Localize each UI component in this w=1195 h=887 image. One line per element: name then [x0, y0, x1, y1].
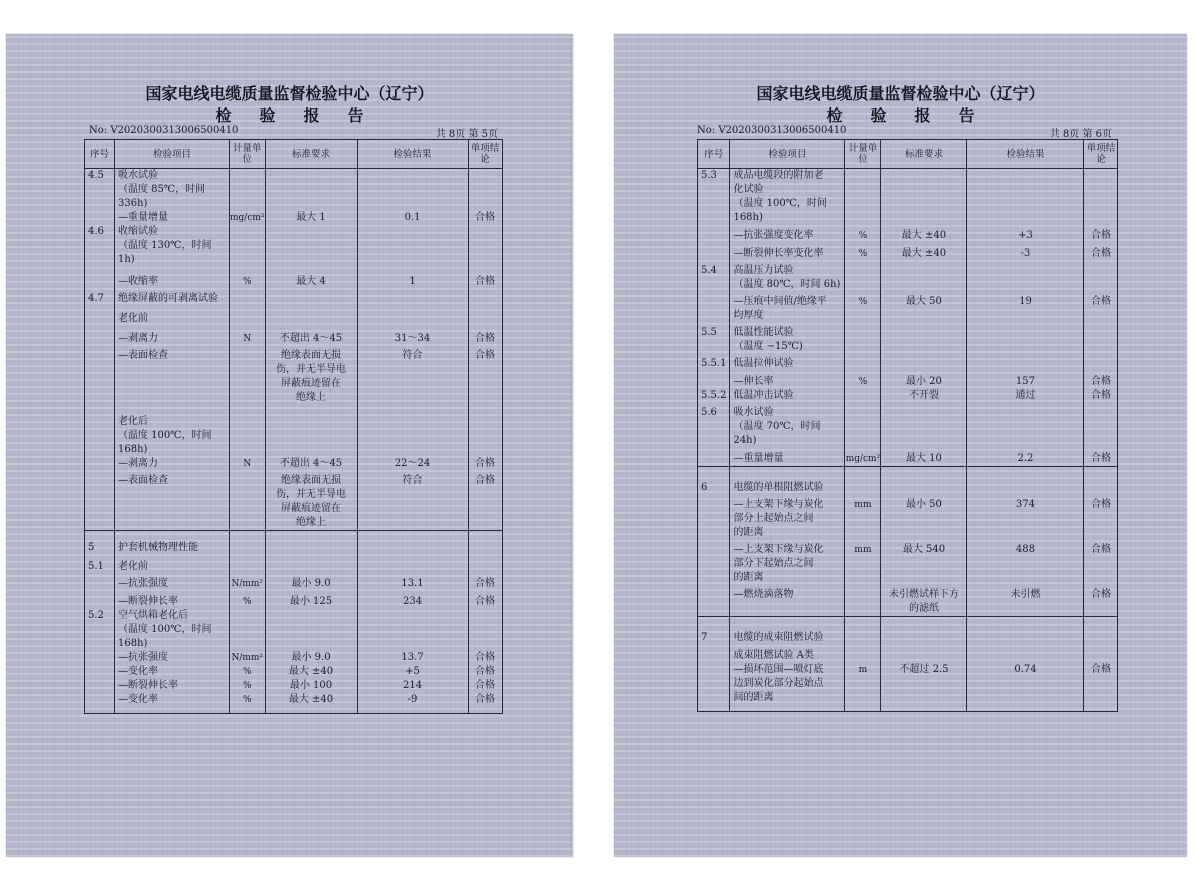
verdict-cell: 合格 [1084, 540, 1118, 585]
verdict-cell [1084, 467, 1118, 496]
row-number [85, 346, 115, 405]
row-number [85, 326, 115, 346]
unit-cell [845, 261, 881, 292]
report-page-left [6, 34, 573, 857]
verdict-cell: 合格 [468, 211, 502, 225]
item-name: —表面检查 [115, 471, 230, 531]
page-indicator: 共 8页 第 6页 [1049, 129, 1112, 140]
verdict-cell: 合格 [1084, 663, 1118, 712]
item-name: 低温拉伸试验 [730, 354, 845, 371]
unit-cell [845, 617, 881, 646]
unit-cell: % [845, 292, 881, 323]
row-number: 5.3 [698, 169, 730, 226]
requirement-cell [265, 169, 357, 212]
verdict-cell: 合格 [468, 346, 502, 405]
result-cell: +3 [967, 225, 1084, 243]
unit-cell [230, 471, 266, 531]
requirement-cell [881, 261, 967, 292]
requirement-cell: 最大 10 [881, 448, 967, 467]
table-row [85, 531, 503, 556]
item-name: —上支架下缘与炭化 部分下起始点之间 的距离 [730, 540, 845, 585]
requirement-cell [881, 323, 967, 354]
table-row [698, 403, 1118, 448]
table-row [698, 617, 1118, 646]
table-row [85, 679, 503, 693]
row-number: 5.6 [698, 403, 730, 448]
report-number: No: V2020300313006500410 [89, 125, 239, 136]
row-number [698, 495, 730, 540]
verdict-cell [468, 531, 502, 556]
table-row [85, 346, 503, 405]
item-name: 成品电缆段的附加老 化试验 （温度 100℃，时间 168h) [730, 169, 845, 226]
requirement-cell: 最小 20 [881, 371, 967, 389]
table-row [698, 540, 1118, 585]
result-cell: 13.1 [357, 574, 468, 591]
verdict-cell: 合格 [1084, 448, 1118, 467]
verdict-cell: 合格 [468, 457, 502, 471]
col-header-verdict: 单项结论 [468, 140, 502, 169]
result-cell [357, 555, 468, 574]
requirement-cell: 最大 1 [265, 211, 357, 225]
verdict-cell [468, 169, 502, 212]
verdict-cell [468, 555, 502, 574]
table-row [698, 645, 1118, 663]
table-row [85, 665, 503, 679]
item-name: 收缩试验 （温度 130℃，时间 1h) [115, 225, 230, 267]
item-name: —断裂伸长率 [115, 591, 230, 609]
verdict-cell: 合格 [468, 591, 502, 609]
verdict-cell: 合格 [468, 679, 502, 693]
unit-cell: mm [845, 540, 881, 585]
result-cell: 22～24 [357, 457, 468, 471]
verdict-cell [468, 405, 502, 457]
row-number [698, 585, 730, 617]
unit-cell [845, 403, 881, 448]
verdict-cell: 合格 [1084, 389, 1118, 403]
row-number [85, 267, 115, 289]
requirement-cell [881, 169, 967, 226]
col-header-unit: 计量单位 [230, 140, 266, 169]
result-cell: 488 [967, 540, 1084, 585]
table-row [85, 405, 503, 457]
table-row [698, 225, 1118, 243]
result-cell [357, 405, 468, 457]
report-number: No: V2020300313006500410 [697, 125, 847, 136]
unit-cell: % [230, 267, 266, 289]
result-cell [967, 403, 1084, 448]
requirement-cell: 最大 ±40 [881, 225, 967, 243]
col-header-requirement: 标准要求 [265, 140, 357, 169]
item-name: 成束阻燃试验 A类 [730, 645, 845, 663]
result-cell [357, 169, 468, 212]
report-title: 检验报告 [215, 106, 392, 125]
verdict-cell [1084, 261, 1118, 292]
result-cell: 1 [357, 267, 468, 289]
table-row [85, 591, 503, 609]
verdict-cell [1084, 645, 1118, 663]
requirement-cell: 最大 ±40 [265, 665, 357, 679]
report-title: 检验报告 [826, 106, 1003, 125]
table-row [85, 555, 503, 574]
inspection-table [697, 139, 1118, 712]
unit-cell [230, 405, 266, 457]
table-row [85, 609, 503, 651]
item-name: —变化率 [115, 665, 230, 679]
requirement-cell [265, 306, 357, 326]
requirement-cell [265, 405, 357, 457]
unit-cell [845, 323, 881, 354]
table-row [698, 585, 1118, 617]
row-number: 5.5.2 [698, 389, 730, 403]
item-name: —上支架下缘与炭化 部分上起始点之间 的距离 [730, 495, 845, 540]
row-number [85, 405, 115, 457]
col-header-no: 序号 [698, 140, 730, 169]
requirement-cell [881, 467, 967, 496]
unit-cell [230, 555, 266, 574]
unit-cell: % [230, 665, 266, 679]
verdict-cell: 合格 [1084, 371, 1118, 389]
verdict-cell: 合格 [1084, 243, 1118, 261]
table-row [85, 211, 503, 225]
table-row [698, 371, 1118, 389]
row-number [85, 591, 115, 609]
table-row [85, 306, 503, 326]
col-header-no: 序号 [85, 140, 115, 169]
unit-cell [230, 169, 266, 212]
item-name: —重量增量 [730, 448, 845, 467]
table-row [698, 663, 1118, 712]
unit-cell [230, 225, 266, 267]
requirement-cell [265, 289, 357, 306]
unit-cell [845, 169, 881, 226]
item-name: 电缆的成束阻燃试验 [730, 617, 845, 646]
verdict-cell: 合格 [468, 267, 502, 289]
row-number [698, 292, 730, 323]
row-number [85, 211, 115, 225]
row-number: 7 [698, 617, 730, 646]
item-name: —抗张强度 [115, 574, 230, 591]
item-name: 电缆的单根阻燃试验 [730, 467, 845, 496]
verdict-cell: 合格 [1084, 585, 1118, 617]
table-row [85, 289, 503, 306]
verdict-cell: 合格 [468, 651, 502, 665]
table-row [85, 651, 503, 665]
row-number: 5.5.1 [698, 354, 730, 371]
table-row [698, 354, 1118, 371]
row-number: 6 [698, 467, 730, 496]
table-row [85, 471, 503, 531]
unit-cell [230, 346, 266, 405]
unit-cell: % [845, 371, 881, 389]
table-row [698, 261, 1118, 292]
verdict-cell [468, 306, 502, 326]
verdict-cell: 合格 [468, 574, 502, 591]
table-row [698, 243, 1118, 261]
item-name: —抗张强度 [115, 651, 230, 665]
item-name: —断裂伸长率变化率 [730, 243, 845, 261]
result-cell [357, 531, 468, 556]
item-name: —断裂伸长率 [115, 679, 230, 693]
result-cell: 13.7 [357, 651, 468, 665]
unit-cell: mg/cm² [845, 448, 881, 467]
verdict-cell [468, 225, 502, 267]
item-name: 高温压力试验 （温度 80℃，时间 6h) [730, 261, 845, 292]
row-number [698, 540, 730, 585]
requirement-cell: 不超出 4～45 [265, 326, 357, 346]
item-name: —压痕中间值/绝缘平 均厚度 [730, 292, 845, 323]
item-name: 绝缘屏蔽的可剥离试验 [115, 289, 230, 306]
verdict-cell: 合格 [468, 693, 502, 714]
col-header-unit: 计量单位 [845, 140, 881, 169]
item-name: 吸水试验 （温度 70℃，时间 24h) [730, 403, 845, 448]
row-number: 5.2 [85, 609, 115, 651]
row-number [85, 665, 115, 679]
verdict-cell: 合格 [468, 326, 502, 346]
center-name: 国家电线电缆质量监督检验中心（辽宁） [756, 84, 1045, 103]
requirement-cell: 未引燃试样下方 的滤纸 [881, 585, 967, 617]
result-cell [967, 261, 1084, 292]
unit-cell [230, 306, 266, 326]
row-number: 5.5 [698, 323, 730, 354]
row-number: 4.5 [85, 169, 115, 212]
unit-cell [845, 585, 881, 617]
unit-cell [845, 645, 881, 663]
unit-cell: % [230, 679, 266, 693]
unit-cell: % [845, 225, 881, 243]
row-number [85, 306, 115, 326]
unit-cell [845, 467, 881, 496]
item-name: —收缩率 [115, 267, 230, 289]
requirement-cell: 最小 100 [265, 679, 357, 693]
requirement-cell [265, 225, 357, 267]
row-number: 5.4 [698, 261, 730, 292]
row-number: 5 [85, 531, 115, 556]
item-name: 护套机械物理性能 [115, 531, 230, 556]
result-cell: 19 [967, 292, 1084, 323]
unit-cell: N [230, 457, 266, 471]
result-cell: 符合 [357, 346, 468, 405]
unit-cell: N/mm² [231, 653, 264, 663]
requirement-cell: 最小 9.0 [265, 651, 357, 665]
requirement-cell: 最小 50 [881, 495, 967, 540]
table-row [85, 169, 503, 212]
item-name: —变化率 [115, 693, 230, 714]
requirement-cell [881, 645, 967, 663]
result-cell [967, 323, 1084, 354]
result-cell [357, 306, 468, 326]
table-row [85, 693, 503, 714]
requirement-cell [881, 617, 967, 646]
row-number [698, 225, 730, 243]
item-name: —剥离力 [115, 326, 230, 346]
row-number [698, 645, 730, 663]
unit-cell: mm [845, 495, 881, 540]
unit-cell [845, 354, 881, 371]
unit-cell: N/mm² [230, 574, 266, 591]
row-number [698, 448, 730, 467]
verdict-cell: 合格 [468, 471, 502, 531]
requirement-cell: 最小 125 [265, 591, 357, 609]
requirement-cell: 最小 9.0 [265, 574, 357, 591]
requirement-cell: 绝缘表面无损 伤，并无半导电 屏蔽痕迹留在 绝缘上 [265, 346, 357, 405]
table-row [85, 457, 503, 471]
result-cell [357, 609, 468, 651]
unit-cell: N [230, 326, 266, 346]
result-cell [967, 467, 1084, 496]
result-cell [357, 289, 468, 306]
item-name: —重量增量 [115, 211, 230, 225]
col-header-verdict: 单项结论 [1084, 140, 1118, 169]
item-name: —剥离力 [115, 457, 230, 471]
result-cell [967, 617, 1084, 646]
unit-cell: m [845, 663, 881, 712]
requirement-cell: 最大 ±40 [881, 243, 967, 261]
item-name: 老化后 （温度 100℃，时间 168h) [115, 405, 230, 457]
verdict-cell [1084, 617, 1118, 646]
requirement-cell [881, 354, 967, 371]
unit-cell [230, 289, 266, 306]
item-name: 吸水试验 （温度 85℃，时间 336h) [115, 169, 230, 212]
verdict-cell [468, 609, 502, 651]
table-row [698, 448, 1118, 467]
result-cell: 157 [967, 371, 1084, 389]
result-cell: 符合 [357, 471, 468, 531]
result-cell [967, 645, 1084, 663]
table-row [698, 495, 1118, 540]
result-cell: 31～34 [357, 326, 468, 346]
unit-cell: % [230, 591, 266, 609]
col-header-result: 检验结果 [357, 140, 468, 169]
result-cell: 2.2 [967, 448, 1084, 467]
item-name: 空气烘箱老化后 （温度 100℃，时间 168h) [115, 609, 230, 651]
report-page-right [614, 34, 1187, 857]
verdict-cell [1084, 403, 1118, 448]
requirement-cell: 最大 50 [881, 292, 967, 323]
unit-cell [845, 389, 881, 403]
row-number: 4.6 [85, 225, 115, 267]
center-name: 国家电线电缆质量监督检验中心（辽宁） [145, 84, 434, 103]
result-cell: -9 [357, 693, 468, 714]
item-name: 老化前 [115, 306, 230, 326]
row-number [698, 243, 730, 261]
result-cell: 0.74 [967, 663, 1084, 712]
result-cell: 214 [357, 679, 468, 693]
requirement-cell: 不开裂 [881, 389, 967, 403]
table-row [85, 225, 503, 267]
verdict-cell: 合格 [1084, 292, 1118, 323]
requirement-cell [265, 531, 357, 556]
requirement-cell: 不超出 4～45 [265, 457, 357, 471]
verdict-cell: 合格 [1084, 495, 1118, 540]
verdict-cell [1084, 323, 1118, 354]
verdict-cell: 合格 [468, 665, 502, 679]
table-row [698, 169, 1118, 226]
requirement-cell: 最大 4 [265, 267, 357, 289]
row-number [85, 574, 115, 591]
item-name: —伸长率 [730, 371, 845, 389]
row-number [85, 651, 115, 665]
result-cell: 234 [357, 591, 468, 609]
item-name: —表面检查 [115, 346, 230, 405]
table-row [698, 389, 1118, 403]
result-cell: 未引燃 [967, 585, 1084, 617]
requirement-cell [881, 403, 967, 448]
requirement-cell [265, 555, 357, 574]
page-indicator: 共 8页 第 5页 [435, 129, 498, 140]
result-cell [357, 225, 468, 267]
col-header-result: 检验结果 [967, 140, 1084, 169]
table-row [698, 292, 1118, 323]
table-row [85, 574, 503, 591]
unit-cell: mg/cm² [230, 213, 265, 223]
row-number [85, 693, 115, 714]
item-name: —抗张强度变化率 [730, 225, 845, 243]
unit-cell: % [230, 693, 266, 714]
result-cell: 0.1 [357, 211, 468, 225]
verdict-cell [1084, 354, 1118, 371]
result-cell: 374 [967, 495, 1084, 540]
verdict-cell: 合格 [1084, 225, 1118, 243]
item-name: 低温性能试验 （温度 −15℃) [730, 323, 845, 354]
row-number: 4.7 [85, 289, 115, 306]
requirement-cell [265, 609, 357, 651]
verdict-cell [468, 289, 502, 306]
requirement-cell: 最大 ±40 [265, 693, 357, 714]
row-number: 5.1 [85, 555, 115, 574]
row-number [85, 457, 115, 471]
requirement-cell: 最大 540 [881, 540, 967, 585]
row-number [698, 371, 730, 389]
col-header-item: 检验项目 [115, 140, 230, 169]
item-name: —损坏范围—喷灯底 边到炭化部分起始点 间的距离 [730, 663, 845, 712]
row-number [698, 663, 730, 712]
result-cell [967, 169, 1084, 226]
verdict-cell [1084, 169, 1118, 226]
item-name: 低温冲击试验 [730, 389, 845, 403]
table-row [698, 323, 1118, 354]
row-number [85, 471, 115, 531]
item-name: 老化前 [115, 555, 230, 574]
table-row [85, 267, 503, 289]
col-header-requirement: 标准要求 [881, 140, 967, 169]
unit-cell: % [845, 243, 881, 261]
result-cell: -3 [967, 243, 1084, 261]
row-number [85, 679, 115, 693]
col-header-item: 检验项目 [730, 140, 845, 169]
unit-cell [230, 531, 266, 556]
result-cell: 通过 [967, 389, 1084, 403]
unit-cell [230, 609, 266, 651]
inspection-table [84, 139, 503, 714]
requirement-cell: 绝缘表面无损 伤，并无半导电 屏蔽痕迹留在 绝缘上 [265, 471, 357, 531]
table-row [698, 467, 1118, 496]
requirement-cell: 不超过 2.5 [881, 663, 967, 712]
result-cell [967, 354, 1084, 371]
table-row [85, 326, 503, 346]
result-cell: +5 [357, 665, 468, 679]
item-name: —燃烧滴落物 [730, 585, 845, 617]
